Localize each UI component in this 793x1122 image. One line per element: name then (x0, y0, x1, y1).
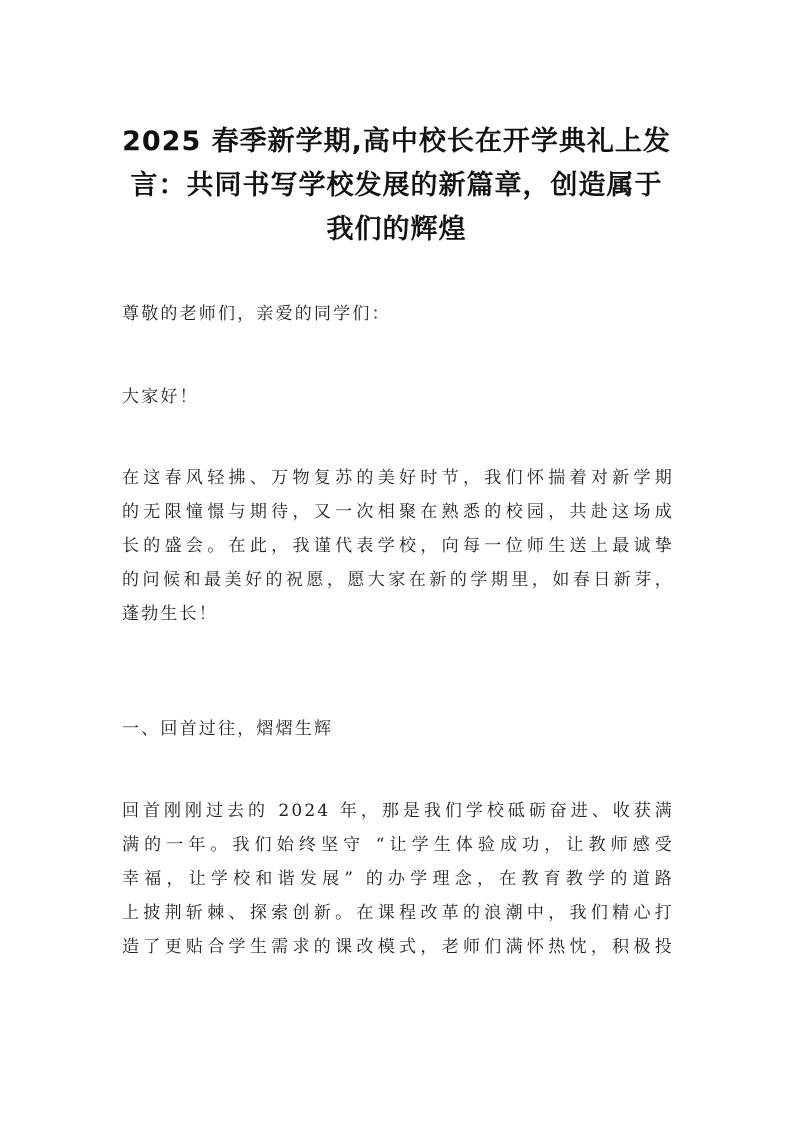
title-line: 2025 春季新学期,高中校长在开学典礼上发 (122, 126, 671, 157)
paragraph-line: 造了更贴合学生需求的课改模式，老师们满怀热忱，积极投 (122, 937, 674, 957)
paragraph-line: 在这春风轻拂、万物复苏的美好时节，我们怀揣着对新学期 (122, 468, 674, 488)
title-line: 言：共同书写学校发展的新篇章，创造属于 (130, 170, 663, 201)
paragraph-opening (122, 461, 674, 631)
paragraph-review (122, 794, 674, 964)
greeting-line: 大家好！ (122, 387, 199, 407)
paragraph-line: 的问候和最美好的祝愿，愿大家在新的学期里，如春日新芽， (122, 570, 674, 590)
paragraph-line: 的无限憧憬与期待，又一次相聚在熟悉的校园，共赴这场成 (122, 502, 674, 522)
salutation: 尊敬的老师们，亲爱的同学们： (122, 304, 391, 324)
paragraph-line: 蓬勃生长！ (122, 604, 218, 624)
document-title (110, 120, 683, 252)
paragraph-line: 长的盛会。在此，我谨代表学校，向每一位师生送上最诚挚 (122, 536, 674, 556)
paragraph-line: 回首刚刚过去的 2024 年，那是我们学校砥砺奋进、收获满 (122, 801, 674, 821)
section-heading: 一、回首过往，熠熠生辉 (122, 719, 334, 739)
paragraph-line: 满的一年。我们始终坚守 “让学生体验成功，让教师感受 (122, 835, 674, 855)
title-line: 我们的辉煌 (326, 214, 467, 245)
paragraph-line: 上披荆斩棘、探索创新。在课程改革的浪潮中，我们精心打 (122, 903, 674, 923)
paragraph-line: 幸福，让学校和谐发展” 的办学理念，在教育教学的道路 (122, 869, 674, 889)
